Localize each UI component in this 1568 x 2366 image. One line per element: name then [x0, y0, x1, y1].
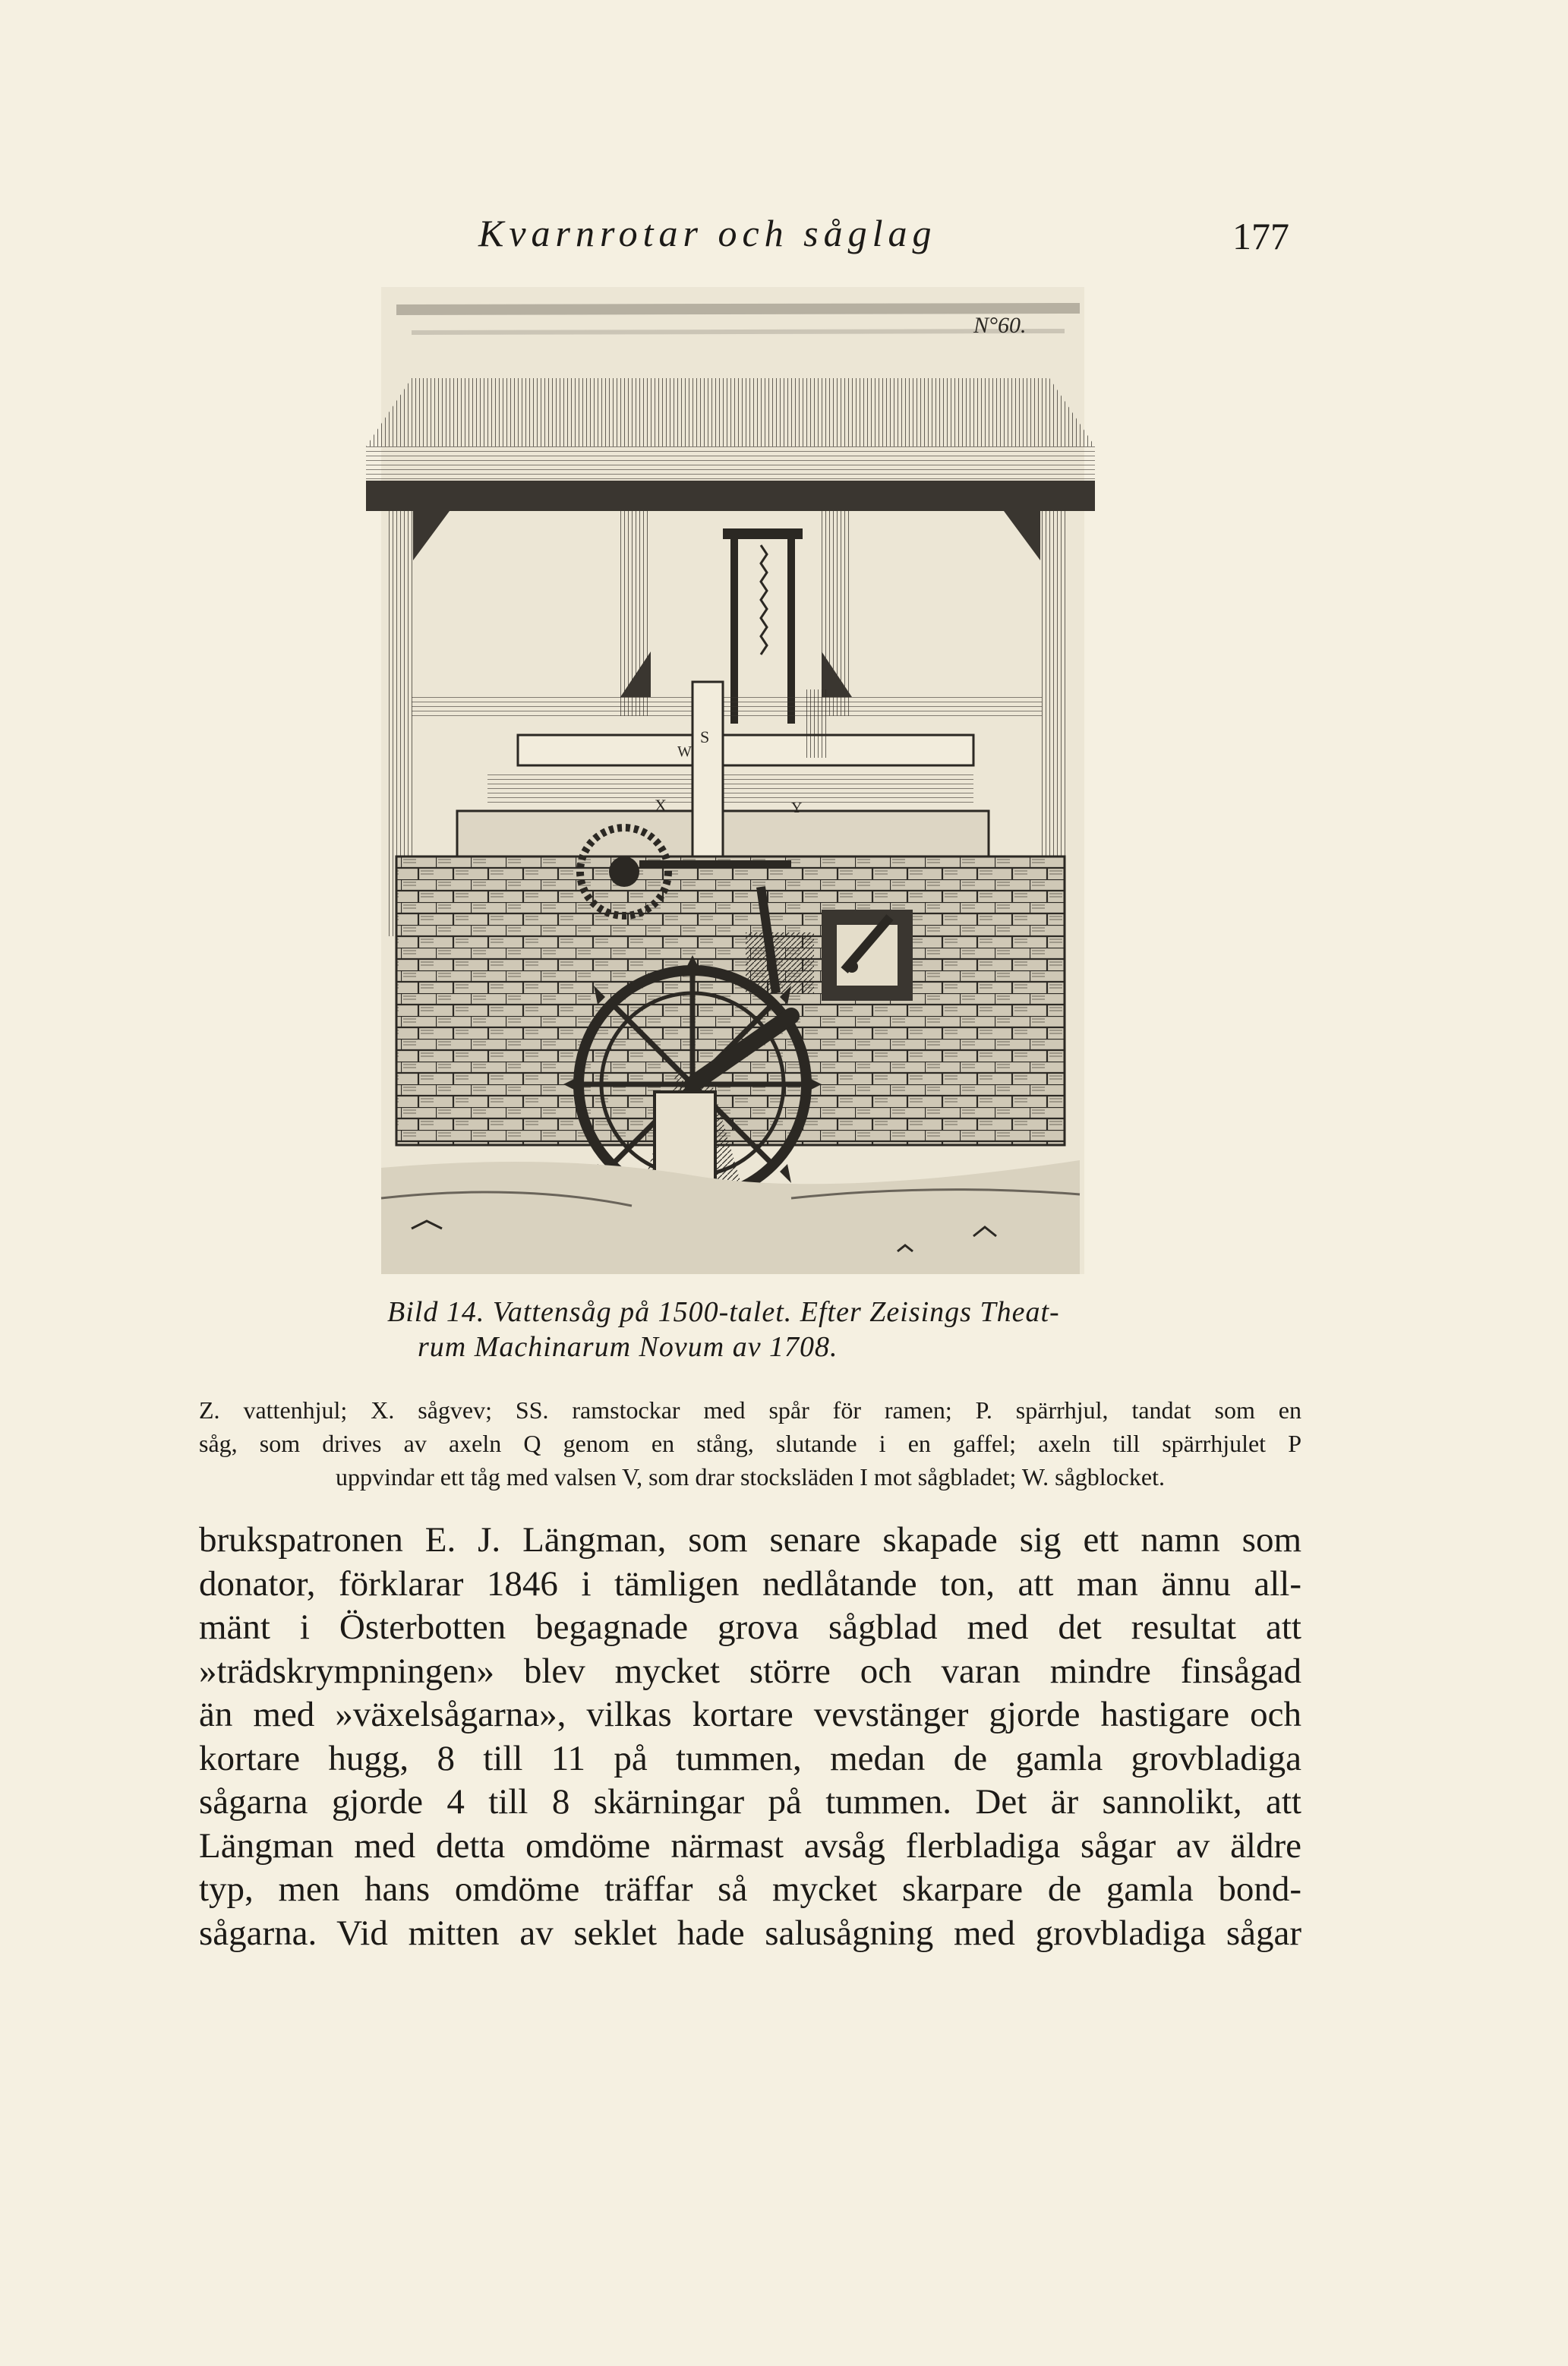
plate-number: N°60.	[973, 313, 1027, 338]
body-line: brukspatronen E. J. Längman, som senare skapade sig ett namn som	[199, 1520, 1301, 1560]
legend-line: såg, som drives av axeln Q genom en stång, slutande i en gaffel; axeln till spärrhjulet P	[199, 1430, 1301, 1457]
running-head-title: Kvarnrotar och såglag	[478, 212, 937, 254]
legend-line: uppvindar ett tåg med valsen V, som drar stocksläden I mot sågbladet; W. sågblocket.	[336, 1463, 1165, 1491]
body-paragraph	[199, 1519, 1301, 1955]
body-line: sågarna gjorde 4 till 8 skärningar på tummen. Det är sannolikt, att	[199, 1782, 1301, 1822]
figure-label-w: W	[677, 743, 692, 760]
figure-caption	[387, 1295, 1131, 1364]
body-line: än med »växelsågarna», vilkas kortare vevstänger gjorde hastigare och	[199, 1695, 1301, 1734]
body-line: mänt i Österbotten begagnade grova sågblad med det resultat att	[199, 1607, 1301, 1647]
figure-label-y: Y	[791, 800, 803, 816]
body-line: typ, men hans omdöme träffar så mycket skarpare de gamla bond-	[199, 1869, 1301, 1909]
caption-line: Bild 14. Vattensåg på 1500-talet. Efter Zeisings Theat-	[387, 1296, 1060, 1328]
figure-label-x: X	[655, 796, 667, 815]
body-line: sågarna. Vid mitten av seklet hade salusågning med grovbladiga sågar	[199, 1913, 1301, 1953]
legend-line: Z. vattenhjul; X. sågvev; SS. ramstockar med spår för ramen; P. spärrhjul, tandat som en	[199, 1396, 1301, 1424]
figure-legend	[199, 1393, 1301, 1494]
sawmill-engraving	[366, 287, 1099, 1282]
body-line: kortare hugg, 8 till 11 på tummen, medan de gamla grovbladiga	[199, 1738, 1301, 1778]
page-number: 177	[1232, 215, 1289, 257]
body-line: Längman med detta omdöme närmast avsåg flerbladiga sågar av äldre	[199, 1825, 1301, 1866]
body-line: »trädskrympningen» blev mycket större och varan mindre finsågad	[199, 1651, 1301, 1691]
figure-label-s: S	[700, 727, 710, 746]
caption-line: rum Machinarum Novum av 1708.	[418, 1331, 838, 1363]
body-line: donator, förklarar 1846 i tämligen nedlåtande ton, att man ännu all-	[199, 1563, 1301, 1604]
